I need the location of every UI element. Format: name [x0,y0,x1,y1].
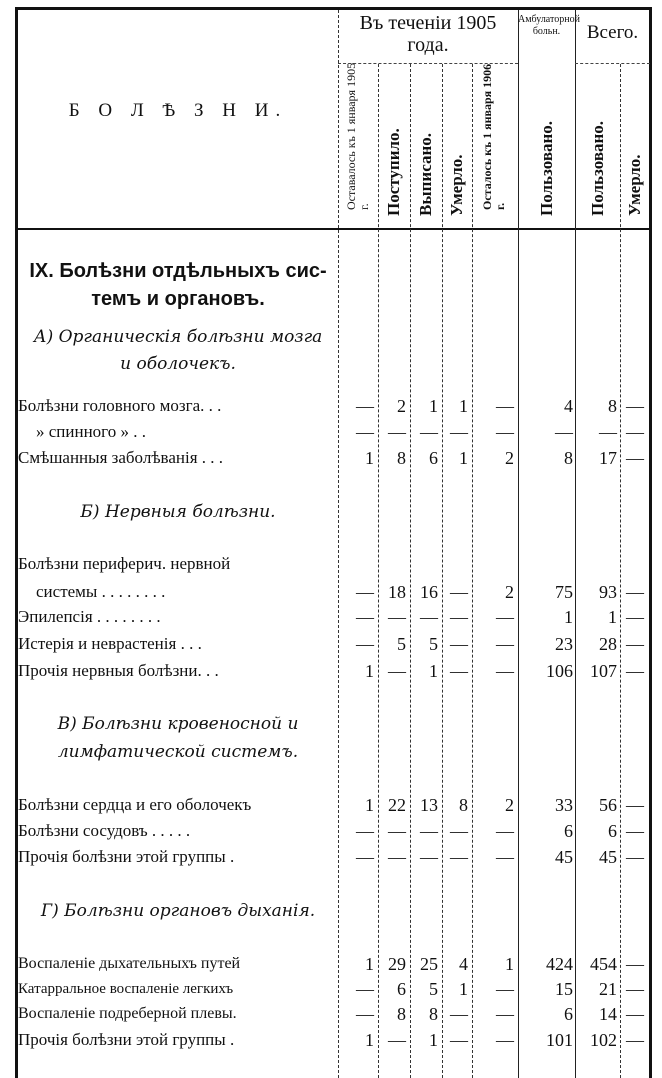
table-row: » спинного » . . — — — — — — — — [36,422,644,442]
table-row: Болѣзни сосудовъ . . . . . — — — — — 6 6 — [18,821,644,841]
table-row: Истерія и неврастенія . . . — 5 5 — — 23 28 — [18,634,644,654]
table-row: Смѣшанныя заболѣванія . . . 1 8 6 1 2 8 17 — [18,448,644,468]
table-row: Прочія болѣзни этой группы . 1 — 1 — — 101 102 — [18,1030,644,1050]
col-header-admitted: Поступило. [384,128,403,216]
table-row: Эпилепсія . . . . . . . . — — — — — 1 1 — [18,607,644,627]
total-group-header: Всего. [586,22,639,43]
table-row: системы . . . . . . . . — 18 16 — 2 75 93 — [36,582,644,602]
table-row: Прочія нервныя болѣзни. . . 1 — 1 — — 106 107 — [18,661,644,681]
year-group-header: Въ теченіи 1905 года. [359,12,497,56]
col-header-total-treated: Пользовано. [587,120,607,216]
col-header-remaining-1906: Осталось къ 1 января 1906 г. [480,63,507,210]
diseases-column-header: Б О Л Ѣ З Н И. [68,100,288,121]
section-title-cont: темъ и органовъ. [91,288,265,310]
subsection-title-v-cont: лимфатической системъ. [57,742,299,762]
table-row: Катарральное воспаленіе легкихъ — 6 5 1 — 15 21 — [18,979,644,999]
col-header-ambulatory-treated: Пользовано. [536,120,556,216]
table-top-border [15,7,652,10]
header-bottom-rule [15,228,652,230]
section-title: IX. Болѣзни отдѣльныхъ сис- [29,260,327,282]
col-header-remaining-1905: Оставалось къ 1 января 1905 г. [344,62,371,210]
table-row: Воспаленіе дыхательныхъ путей 1 29 25 4 1 424 454 — [18,954,644,974]
col-header-died: Умерло. [447,154,466,216]
subsection-title-a-cont: и оболочекъ. [120,354,236,374]
table-row: Болѣзни головного мозга. . . — 2 1 1 — 4 8 — [18,396,644,416]
ambulatory-group-header: Амбулаторной больн. [518,14,580,37]
table-row: Воспаленіе подреберной плевы. — 8 8 — — 6 14 — [18,1004,644,1024]
col-header-discharged: Выписано. [416,133,435,216]
col-header-total-died: Умерло. [625,154,644,216]
table-row: Болѣзни периферич. нервной [18,554,231,573]
table-row: Прочія болѣзни этой группы . — — — — — 45 45 — [18,847,644,867]
table-row: Болѣзни сердца и его оболочекъ 1 22 13 8 2 33 56 — [18,795,644,815]
subsection-title-b: Б) Нервныя болѣзни. [80,502,276,522]
subsection-title-g: Г) Болѣзни органовъ дыханія. [40,901,316,921]
subsection-title-v: В) Болѣзни кровеносной и [57,714,299,734]
subsection-title-a: А) Органическія болѣзни мозга [33,327,323,347]
